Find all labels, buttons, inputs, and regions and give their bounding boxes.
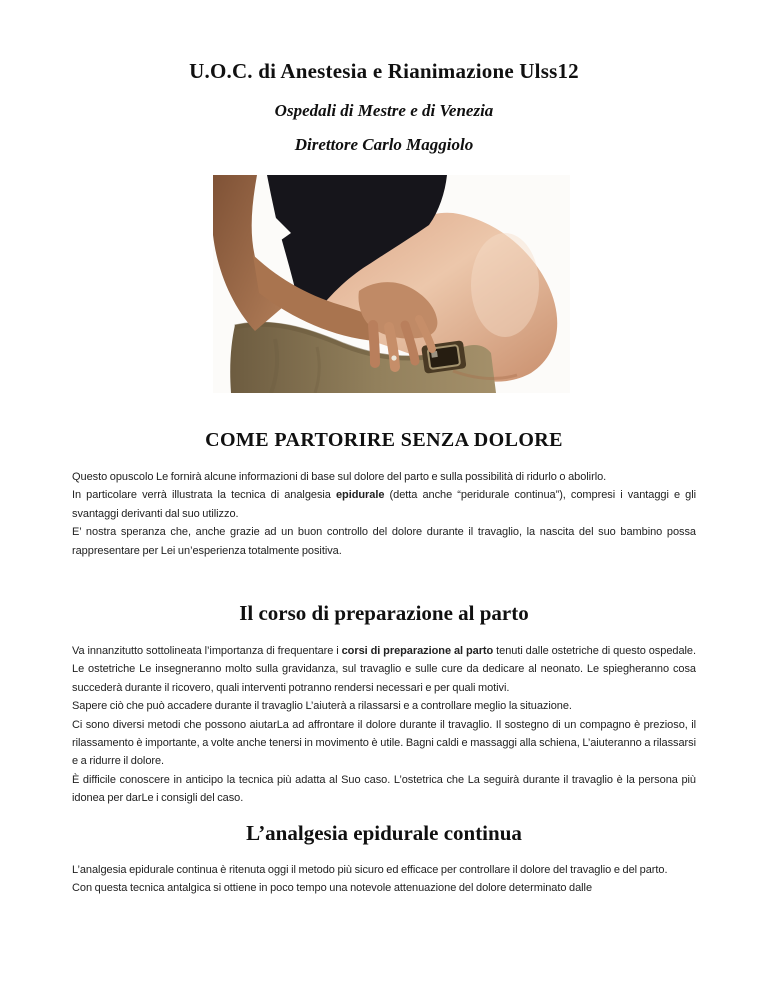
finger: [389, 327, 395, 367]
finger: [373, 325, 375, 363]
paragraph: [72, 771, 696, 808]
section-body-corso-preparazione: [72, 642, 696, 808]
section-analgesia-epidurale: [72, 820, 696, 898]
section-heading-analgesia-epidurale: L’analgesia epidurale continua: [246, 820, 522, 845]
paragraph: [72, 486, 696, 523]
body-text: (detta anche “peridurale continua”), compresi i vantaggi e gli svantaggi derivanti dal suo utilizzo.: [72, 489, 697, 520]
bold-text: epidurale: [335, 489, 385, 502]
pregnant-belly-illustration: [213, 175, 570, 393]
doc-title: U.O.C. di Anestesia e Rianimazione Ulss12: [189, 59, 579, 83]
pregnant-belly-photo: [213, 175, 570, 393]
ring: [391, 355, 396, 360]
paragraph: [72, 468, 696, 486]
body-text: L’analgesia epidurale continua è ritenuta oggi il metodo più sicuro ed efficace per controllare il dolore del travaglio e del parto.: [72, 863, 668, 876]
body-text: Ci sono diversi metodi che possono aiutarLa ad affrontare il dolore durante il travaglio. Il sostegno di un compagno è prezioso, il rilassamento è importante, a volte anche tenersi in movimento è utile. Bagni caldi e massaggi alla schiena, L’aiuteranno a rilassarsi e a ridurre il dolore.: [72, 718, 696, 768]
paragraph: [72, 523, 696, 560]
paragraph: [72, 697, 696, 715]
body-text: tenuti dalle ostetriche di questo ospedale. Le ostetriche Le insegneranno molto sulla gravidanza, sul travaglio e sulle cure da dedicare al neonato. Le spiegheranno cosa succederà durante il ricovero, quali interventi potranno rendersi necessari e per quali motivi.: [72, 645, 696, 694]
body-text: Sapere ciò che può accadere durante il travaglio L’aiuterà a rilassarsi e a controllare meglio la situazione.: [72, 700, 572, 713]
body-text: E’ nostra speranza che, anche grazie ad un buon controllo del dolore durante il travaglio, la nascita del suo bambino possa rappresentare per Lei un’esperienza totalmente positiva.: [72, 526, 696, 557]
paragraph: [72, 642, 696, 697]
section-heading-come-partorire: COME PARTORIRE SENZA DOLORE: [205, 429, 563, 451]
section-body-come-partorire: [72, 468, 696, 560]
paragraph: [72, 861, 696, 879]
bold-text: corsi di preparazione al parto: [341, 645, 494, 658]
body-text: In particolare verrà illustrata la tecnica di analgesia: [72, 489, 336, 502]
body-text: Con questa tecnica antalgica si ottiene in poco tempo una notevole attenuazione del dolore determinato dalle: [72, 882, 593, 895]
paragraph: [72, 716, 696, 771]
section-corso-preparazione: [72, 600, 696, 808]
section-heading-corso-preparazione: Il corso di preparazione al parto: [239, 601, 529, 626]
belly-highlight: [471, 233, 539, 337]
doc-director: Direttore Carlo Maggiolo: [294, 135, 474, 154]
body-text: È difficile conoscere in anticipo la tecnica più adatta al Suo caso. L’ostetrica che La seguirà durante il travaglio è la persona più idonea per darLe i consigli del caso.: [72, 773, 696, 805]
body-text: Va innanzitutto sottolineata l’importanza di frequentare i: [72, 645, 342, 658]
body-text: Questo opuscolo Le fornirà alcune informazioni di base sul dolore del parto e sulla possibilità di ridurlo o abolirlo.: [72, 471, 607, 483]
doc-subtitle: Ospedali di Mestre e di Venezia: [274, 101, 494, 120]
section-come-partorire: [72, 428, 696, 560]
section-body-analgesia-epidurale: [72, 861, 696, 898]
paragraph: [72, 879, 696, 897]
